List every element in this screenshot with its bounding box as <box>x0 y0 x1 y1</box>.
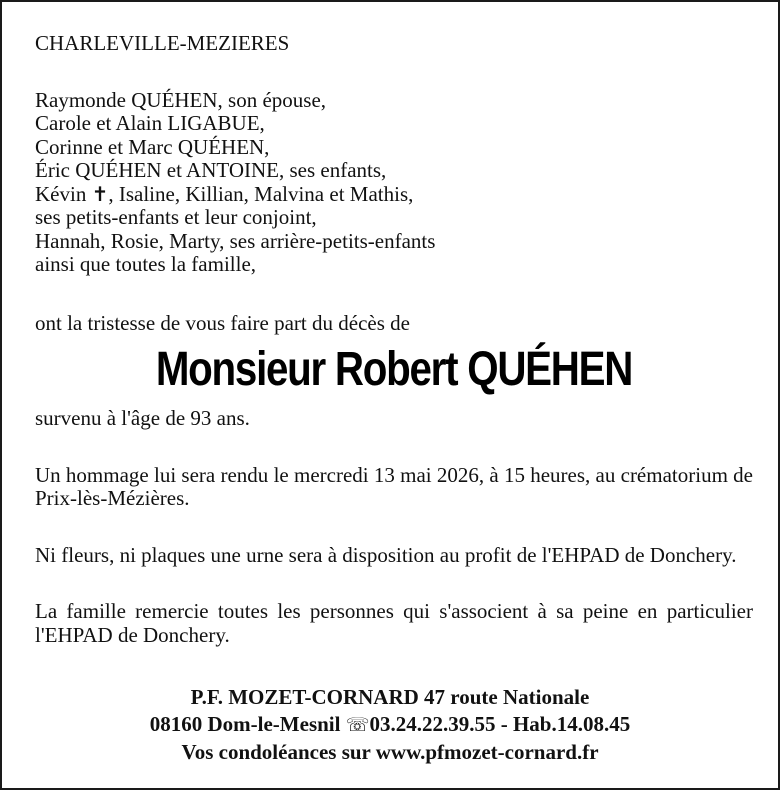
funeral-home-phones: 03.24.22.39.55 - Hab.14.08.45 <box>369 712 631 736</box>
family-line-grandchildren <box>35 183 753 207</box>
funeral-home-footer <box>2 684 778 766</box>
flowers-paragraph: Ni fleurs, ni plaques une urne sera à disposition au profit de l'EHPAD de Donchery. <box>35 542 737 567</box>
family-line: Corinne et Marc QUÉHEN, <box>35 134 270 159</box>
notice-body <box>35 32 753 680</box>
cross-icon: ✝ <box>91 181 109 206</box>
thanks-paragraph: La famille remercie toutes les personnes qui s'associent à sa peine en particulier l'EHPAD de Donchery. <box>35 599 753 647</box>
funeral-home-address: 08160 Dom-le-Mesnil <box>149 712 346 736</box>
age-text: survenu à l'âge de 93 ans. <box>35 406 250 430</box>
family-line: ses petits-enfants et leur conjoint, <box>35 205 317 229</box>
phone-icon: ☏ <box>345 714 370 736</box>
tribute-paragraph: Un hommage lui sera rendu le mercredi 13 mai 2026, à 15 heures, au crématorium de Prix-lès-Mézières. <box>35 462 753 510</box>
family-line: Éric QUÉHEN et ANTOINE, ses enfants, <box>35 158 387 182</box>
family-list <box>35 89 753 277</box>
condolences-website: Vos condoléances sur www.pfmozet-cornard.fr <box>181 740 599 764</box>
family-line: Hannah, Rosie, Marty, ses arrière-petits-enfants <box>35 228 436 253</box>
family-line: Raymonde QUÉHEN, son épouse, <box>35 87 327 112</box>
deceased-name: Monsieur Robert QUÉHEN <box>155 343 633 396</box>
city-heading: CHARLEVILLE-MEZIERES <box>35 31 290 55</box>
announcement-intro: ont la tristesse de vous faire part du décès de <box>35 310 410 335</box>
family-line-part: Kévin <box>35 181 92 206</box>
family-line: ainsi que toutes la famille, <box>35 252 257 276</box>
funeral-home-name: P.F. MOZET-CORNARD 47 route Nationale <box>190 685 590 709</box>
funeral-home-contact <box>2 711 778 739</box>
family-line-part: , Isaline, Killian, Malvina et Mathis, <box>108 181 414 206</box>
family-line: Carole et Alain LIGABUE, <box>35 111 265 135</box>
